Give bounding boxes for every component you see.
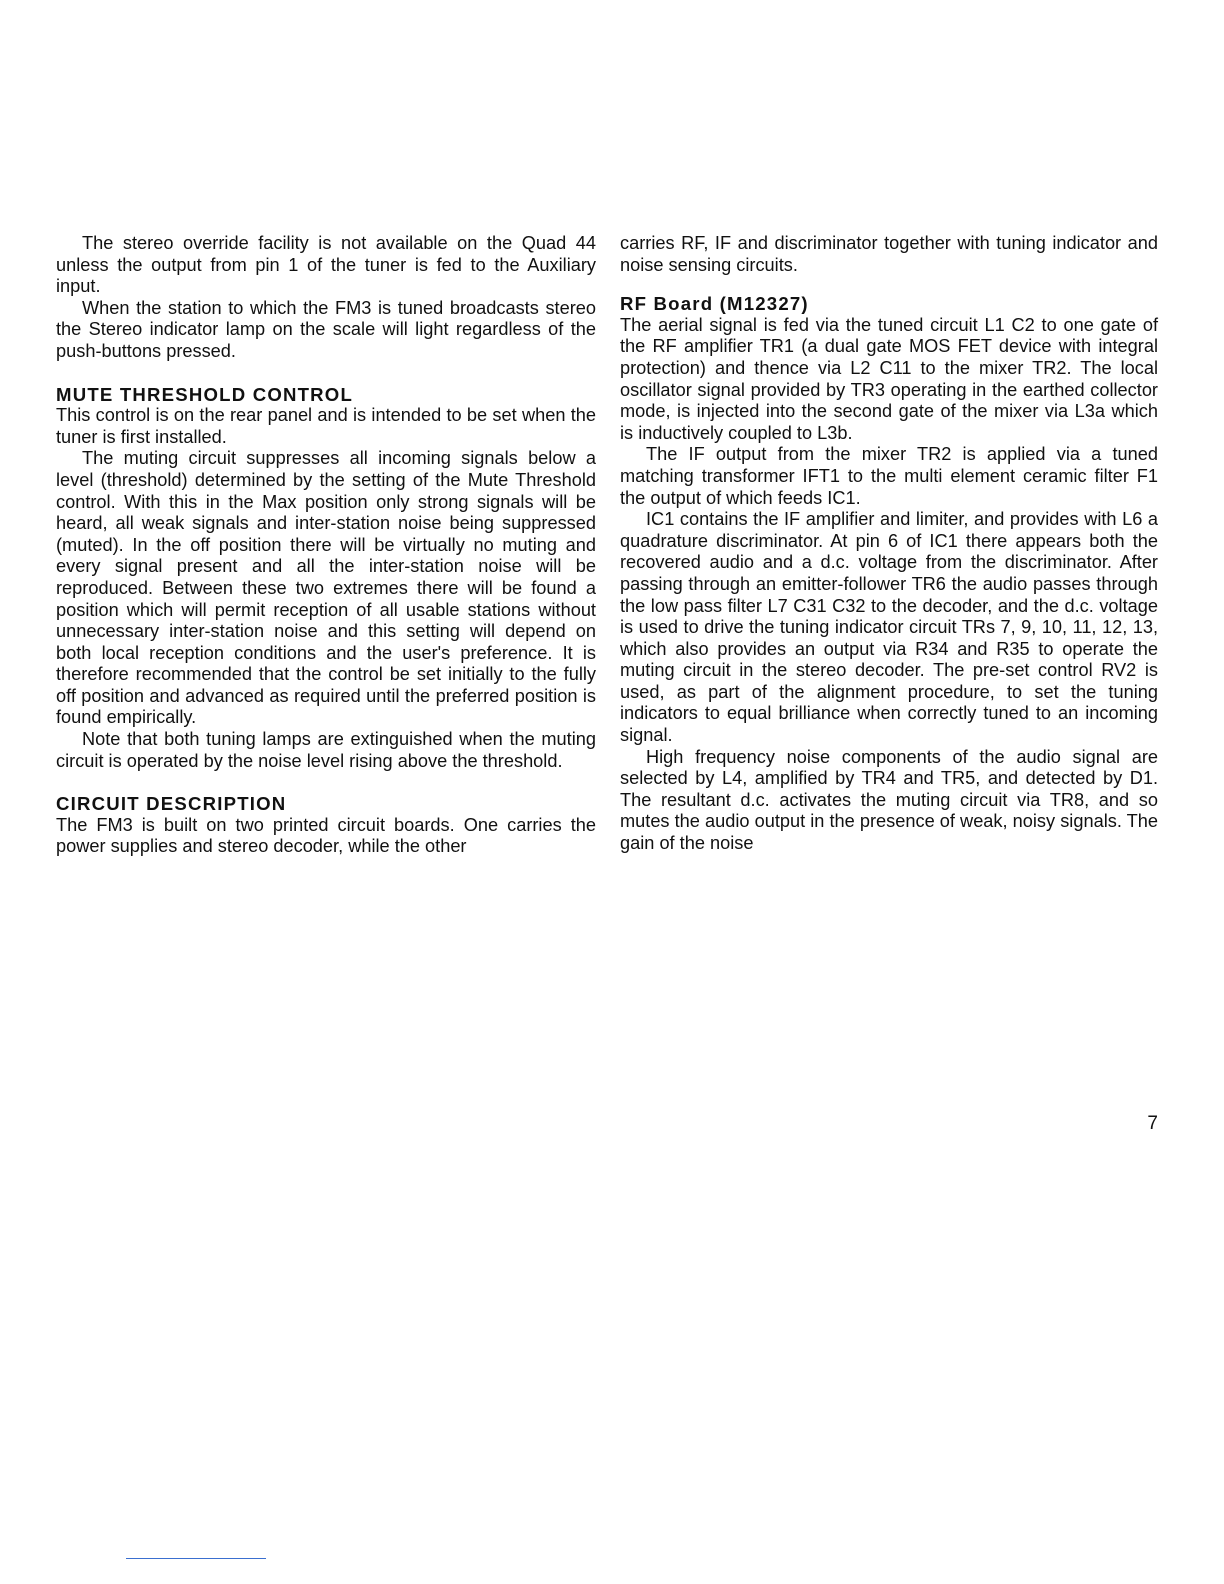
paragraph-muting-circuit: The muting circuit suppresses all incoming signals below a level (threshold) determined by the setting of the Mute Threshold control. With this in the Max position only strong signals will be heard, all weak signals and inter-station noise being suppressed (muted). In the off position there will be virtually no muting and every signal present and all the inter-station noise will be reproduced. Between these two extremes there will be found a position which will permit reception of all usable stations without unnecessary inter-station noise and this setting will depend on both local reception conditions and the user's preference. It is therefore recommended that the control be set initially to the fully off position and advanced as required until the preferred position is found empirically. [56, 448, 596, 728]
paragraph-stereo-override: The stereo override facility is not available on the Quad 44 unless the output from pin 1 of the tuner is fed to the Auxiliary input. [56, 233, 596, 297]
paragraph-carries-rf: carries RF, IF and discriminator together with tuning indicator and noise sensing circuits. [620, 233, 1158, 275]
heading-mute-threshold: MUTE THRESHOLD CONTROL [56, 383, 354, 405]
left-column [56, 233, 596, 858]
right-column [620, 233, 1158, 855]
paragraph-aerial-signal: The aerial signal is fed via the tuned circuit L1 C2 to one gate of the RF amplifier TR1 (a dual gate MOS FET device with integral protection) and thence via L2 C11 to the mixer TR2. The local oscillator signal provided by TR3 operating in the earthed collector mode, is injected into the second gate of the mixer via L3a which is inductively coupled to L3b. [620, 314, 1158, 443]
paragraph-circuit-boards: The FM3 is built on two printed circuit boards. One carries the power supplies and stereo decoder, while the other [56, 814, 596, 857]
paragraph-stereo-indicator: When the station to which the FM3 is tuned broadcasts stereo the Stereo indicator lamp on the scale will light regardless of the push-buttons pressed. [56, 297, 596, 361]
heading-circuit-description: CIRCUIT DESCRIPTION [56, 793, 287, 815]
page-number: 7 [1147, 1113, 1158, 1134]
footnote-divider [126, 1558, 266, 1559]
paragraph-mute-control: This control is on the rear panel and is intended to be set when the tuner is first installed. [56, 405, 596, 447]
heading-rf-board: RF Board (M12327) [620, 293, 809, 315]
paragraph-ic1: IC1 contains the IF amplifier and limiter, and provides with L6 a quadrature discriminator. At pin 6 of IC1 there appears both the recovered audio and a d.c. voltage from the discriminator. After passing through an emitter-follower TR6 the audio passes through the low pass filter L7 C31 C32 to the decoder, and the d.c. voltage is used to drive the tuning indicator circuit TRs 7, 9, 10, 11, 12, 13, which also provides an output via R34 and R35 to operate the muting circuit in the stereo decoder. The pre-set control RV2 is used, as part of the alignment procedure, to set the tuning indicators to equal brilliance when correctly tuned to an incoming signal. [620, 509, 1158, 746]
paragraph-high-frequency-noise: High frequency noise components of the audio signal are selected by L4, amplified by TR4 and TR5, and detected by D1. The resultant d.c. activates the muting circuit via TR8, and so mutes the audio output in the presence of weak, noisy signals. The gain of the noise [620, 746, 1158, 854]
paragraph-if-output: The IF output from the mixer TR2 is applied via a tuned matching transformer IFT1 to the multi element ceramic filter F1 the output of which feeds IC1. [620, 444, 1158, 508]
paragraph-tuning-lamps: Note that both tuning lamps are extinguished when the muting circuit is operated by the noise level rising above the threshold. [56, 729, 596, 771]
